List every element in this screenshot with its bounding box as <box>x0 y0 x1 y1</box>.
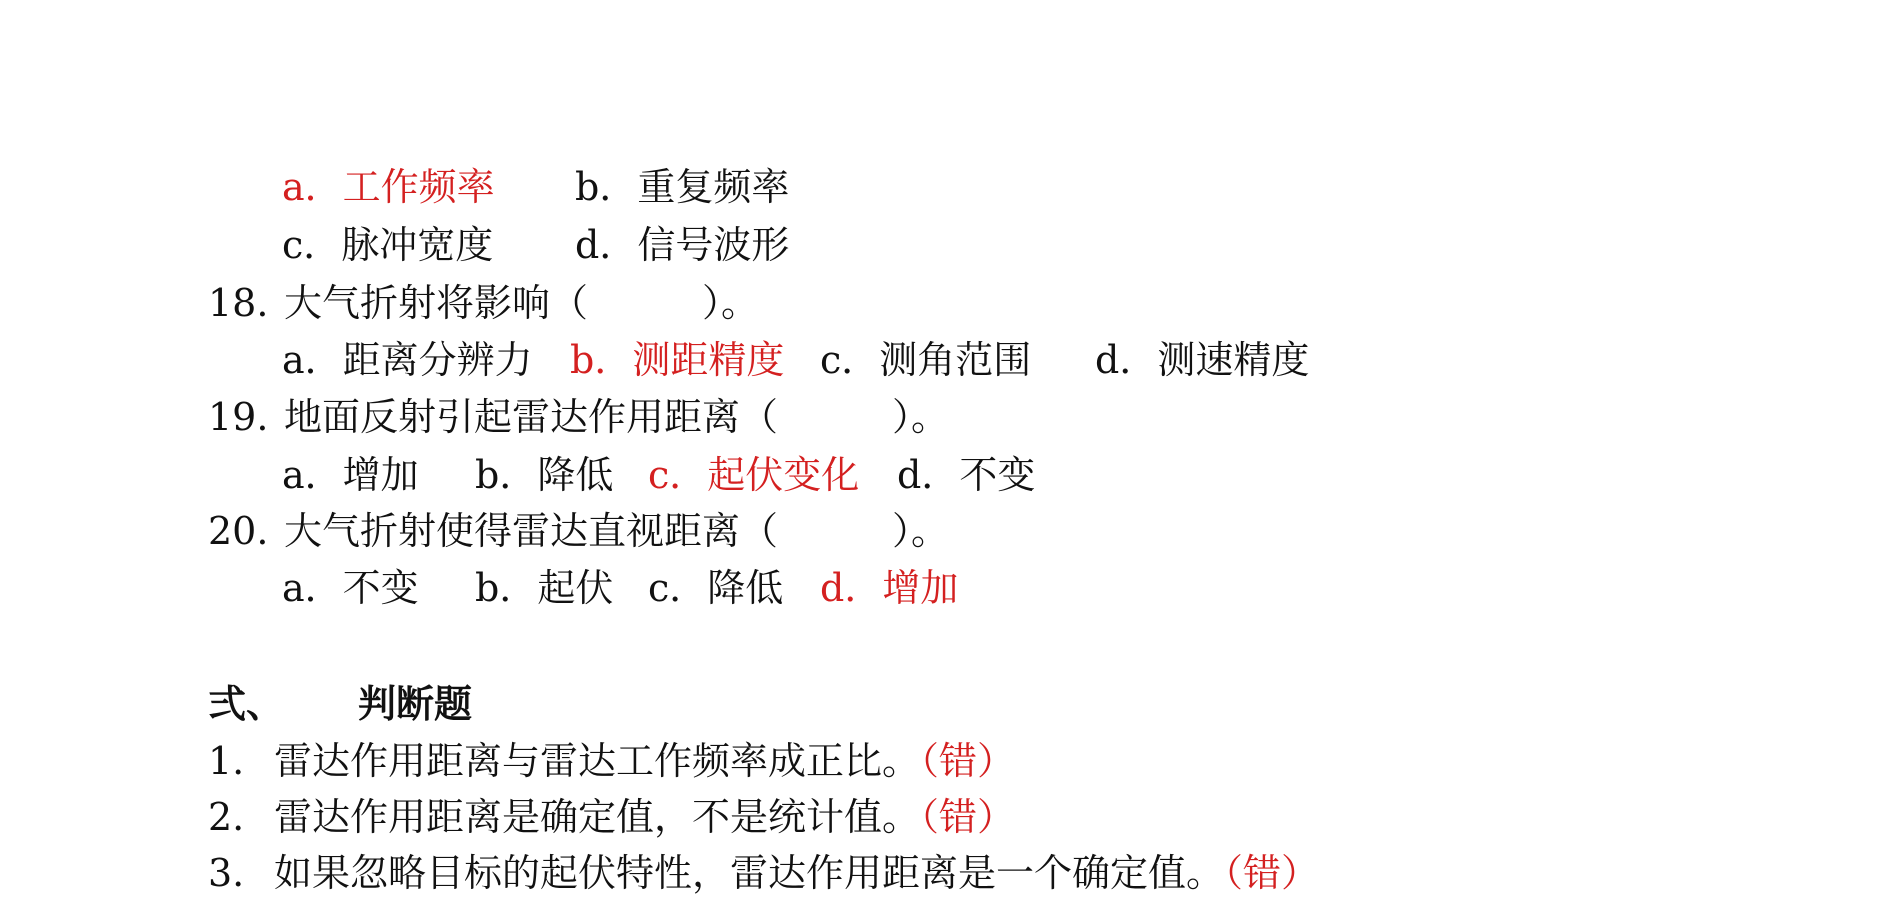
q19-option-c: c．起伏变化 <box>648 453 860 497</box>
question-20 <box>208 509 950 553</box>
tf-text: 如果忽略目标的起伏特性，雷达作用距离是一个确定值。 <box>274 851 1225 895</box>
tf-answer: （错） <box>1224 851 1320 895</box>
tf-text: 雷达作用距离与雷达工作频率成正比。 <box>274 739 921 783</box>
tf-item-3 <box>208 851 1320 895</box>
question-number: 18. <box>208 281 269 325</box>
q17-option-c: c．脉冲宽度 <box>282 223 494 267</box>
tf-item-2 <box>208 795 1016 839</box>
q17-option-d: d．信号波形 <box>575 223 790 267</box>
tf-text: 雷达作用距离是确定值，不是统计值。 <box>274 795 921 839</box>
question-text: 大气折射使得雷达直视距离（ ）。 <box>284 509 950 553</box>
question-text: 地面反射引起雷达作用距离（ ）。 <box>284 395 950 439</box>
q19-option-a: a．增加 <box>282 453 419 497</box>
q17-option-a: a．工作频率 <box>282 165 495 209</box>
q20-option-c: c．降低 <box>648 566 784 610</box>
q19-option-b: b．降低 <box>475 453 614 497</box>
tf-number: 3. <box>208 851 245 895</box>
question-number: 19. <box>208 395 269 439</box>
section-number: 弍、 <box>208 681 285 726</box>
section-title: 判断题 <box>358 681 473 726</box>
q18-option-c: c．测角范围 <box>820 338 1032 382</box>
q19-option-d: d．不变 <box>897 453 1036 497</box>
q20-option-d: d．增加 <box>820 566 959 610</box>
tf-answer: （错） <box>920 739 1016 783</box>
question-text: 大气折射将影响（ ）。 <box>284 281 760 325</box>
q20-option-b: b．起伏 <box>475 566 614 610</box>
q17-option-b: b．重复频率 <box>575 165 790 209</box>
q18-option-b: b．测距精度 <box>570 338 785 382</box>
q18-option-d: d．测速精度 <box>1095 338 1310 382</box>
question-18 <box>208 281 760 325</box>
question-number: 20. <box>208 509 269 553</box>
tf-number: 2. <box>208 795 245 839</box>
q18-option-a: a．距离分辨力 <box>282 338 533 382</box>
tf-number: 1. <box>208 739 245 783</box>
tf-item-1 <box>208 739 1016 783</box>
question-19 <box>208 395 950 439</box>
tf-answer: （错） <box>920 795 1016 839</box>
q20-option-a: a．不变 <box>282 566 419 610</box>
